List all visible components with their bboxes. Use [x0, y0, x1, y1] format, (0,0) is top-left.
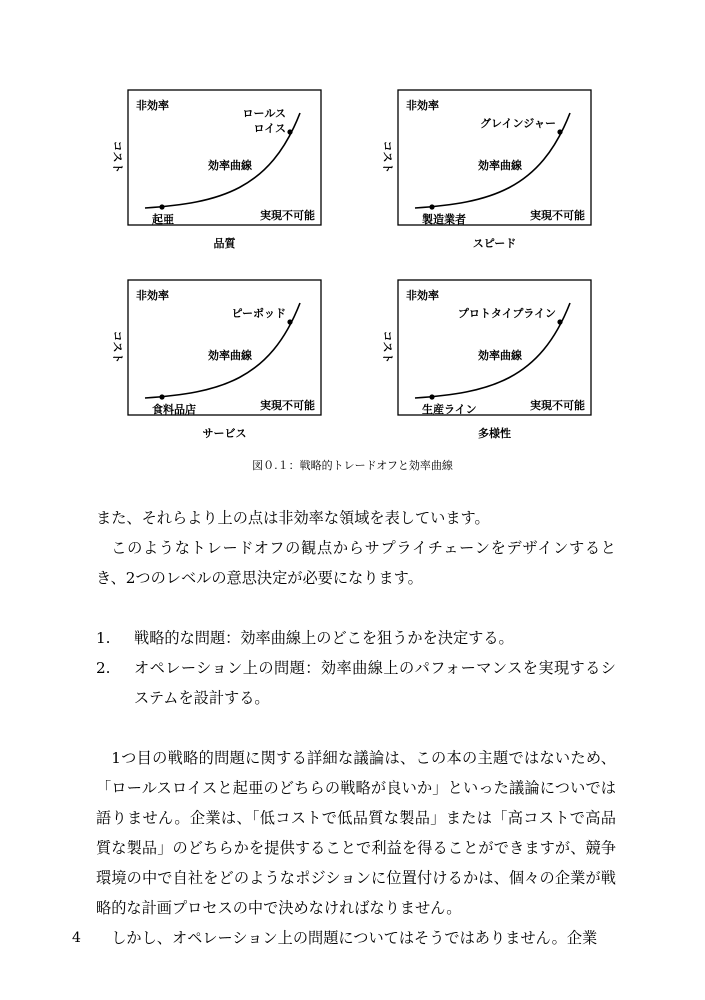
high-point-label: グレインジャー — [480, 117, 556, 130]
high-point — [287, 319, 292, 324]
curve-label: 効率曲線 — [208, 159, 252, 172]
figure-caption: 図０.１：戦略的トレードオフと効率曲線 — [252, 459, 453, 472]
chart-svg — [370, 85, 610, 265]
x-axis-label: スピード — [472, 237, 517, 250]
high-point — [557, 319, 562, 324]
high-point — [287, 129, 292, 134]
y-axis-label: コスト — [381, 330, 394, 364]
high-point-label: ピーポッド — [231, 307, 286, 320]
list-number: 1. — [96, 629, 111, 647]
paragraph-4: しかし、オペレーション上の問題についてはそうではありません。企業 — [111, 929, 598, 947]
chart-svg — [100, 275, 340, 455]
low-point-label: 生産ライン — [422, 403, 477, 416]
paragraph-2: このようなトレードオフの観点からサプライチェーンをデザインするとき、2つのレベルの意思決定が必要になります。 — [96, 539, 616, 587]
list-text: オペレーション上の問題：効率曲線上のパフォーマンスを実現するシステムを設計する。 — [134, 659, 616, 707]
x-axis-label: サービス — [202, 427, 247, 440]
body-text — [96, 503, 616, 953]
y-axis-label: コスト — [381, 140, 394, 174]
inefficient-label: 非効率 — [136, 289, 169, 302]
list-number: 2. — [96, 659, 111, 677]
low-point — [429, 394, 434, 399]
low-point-label: 起亜 — [152, 213, 174, 226]
chart-svg — [370, 275, 610, 455]
list-item — [96, 623, 616, 653]
inefficient-label: 非効率 — [136, 99, 169, 112]
list-text: 戦略的な問題：効率曲線上のどこを狙うかを決定する。 — [134, 629, 514, 647]
high-point-label: プロトタイプライン — [457, 307, 556, 320]
curve-label: 効率曲線 — [478, 349, 522, 362]
x-axis-label: 多様性 — [478, 427, 511, 440]
low-point — [429, 204, 434, 209]
curve-label: 効率曲線 — [478, 159, 522, 172]
infeasible-label: 実現不可能 — [260, 399, 315, 412]
x-axis-label: 品質 — [213, 237, 236, 250]
infeasible-label: 実現不可能 — [530, 399, 585, 412]
infeasible-label: 実現不可能 — [260, 209, 315, 222]
spacer — [96, 713, 616, 743]
y-axis-label: コスト — [111, 330, 124, 364]
high-point-label: ロイス — [253, 122, 286, 135]
high-point — [557, 129, 562, 134]
low-point — [159, 204, 164, 209]
list-item — [96, 653, 616, 713]
inefficient-label: 非効率 — [406, 289, 439, 302]
chart-svg — [100, 85, 340, 265]
y-axis-label: コスト — [111, 140, 124, 174]
low-point — [159, 394, 164, 399]
paragraph-1: また、それらより上の点は非効率な領域を表しています。 — [96, 509, 490, 527]
high-point-label: ロールス — [242, 107, 286, 120]
infeasible-label: 実現不可能 — [530, 209, 585, 222]
paragraph-3: 1つ目の戦略的問題に関する詳細な議論は、この本の主題ではないため、「ロールスロイスと起亜のどちらの戦略が良いか」といった議論についでは語りません。企業は、「低コストで低品質な製品」または「高コストで高品質な製品」のどちらかを提供することで利益を得ることができますが、競争環境の中で自社をどのようなポジションに位置付けるかは、個々の企業が戦略的な計画プロセスの中で決めなければなりません。 — [96, 749, 616, 917]
low-point-label: 製造業者 — [422, 213, 466, 226]
spacer — [96, 593, 616, 623]
page-number: 4 — [72, 930, 81, 946]
low-point-label: 食料品店 — [152, 403, 196, 416]
curve-label: 効率曲線 — [208, 349, 252, 362]
inefficient-label: 非効率 — [406, 99, 439, 112]
